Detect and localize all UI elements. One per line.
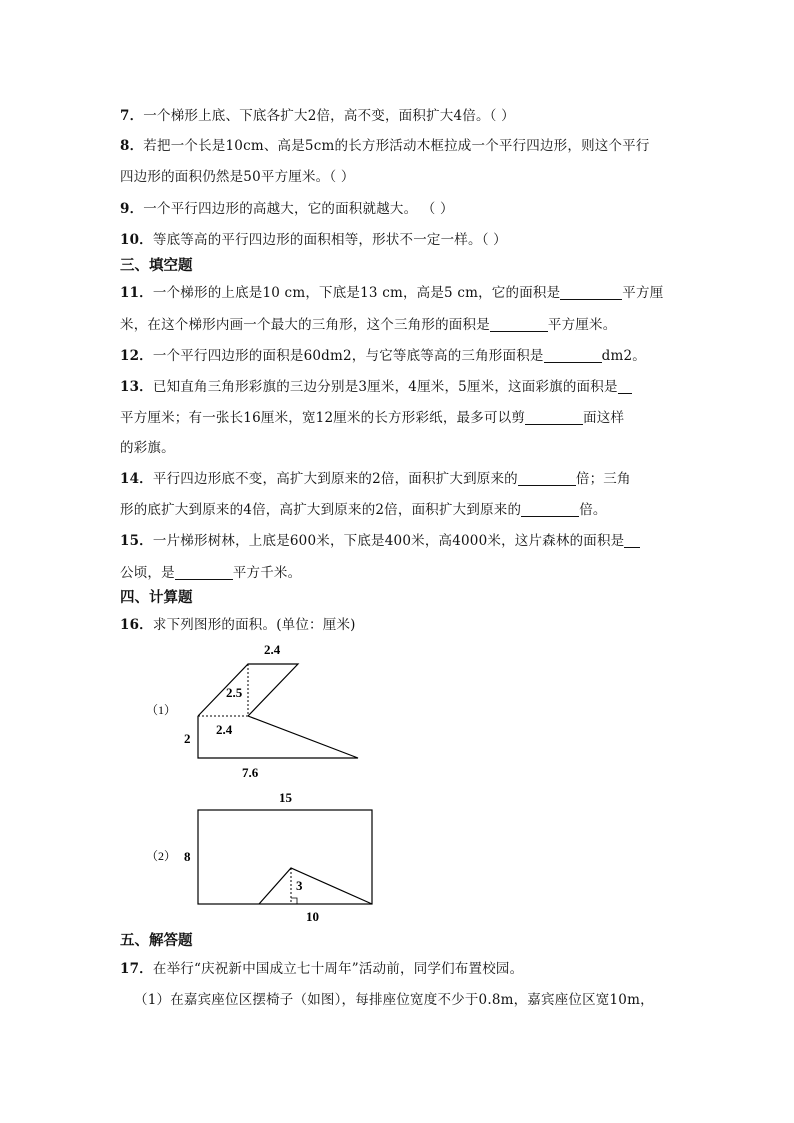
question-text: 平方千米。 (232, 565, 302, 581)
question-text: 若把一个长是10cm、高是5cm的长方形活动木框拉成一个平行四边形，则这个平行 (143, 138, 650, 154)
question-text: 四边形的面积仍然是50平方厘米。（ ） (120, 169, 355, 185)
question-text: 已知直角三角形彩旗的三边分别是3厘米，4厘米，5厘米，这面彩旗的面积是 (152, 379, 618, 395)
question-17 (120, 957, 523, 977)
question-number: 14． (120, 471, 153, 487)
question-number: 17． (120, 961, 153, 977)
question-text: （1）在嘉宾座位区摆椅子（如图），每排座位宽度不少于0.8m，嘉宾座位区宽10m， (134, 992, 654, 1008)
question-number: 7． (120, 108, 144, 124)
label-side: 8 (184, 849, 191, 864)
question-text: 公顷，是 (120, 565, 175, 581)
question-text: 倍。 (579, 502, 607, 518)
question-text: 平方厘米；有一张长16厘米，宽12厘米的长方形彩纸，最多可以剪 (120, 410, 526, 426)
question-number: 13． (120, 379, 153, 395)
question-text: 一个梯形上底、下底各扩大2倍，高不变，面积扩大4倍。（ ） (143, 108, 515, 124)
section-heading-fill: 三、填空题 (120, 257, 193, 274)
question-text: 求下列图形的面积。(单位：厘米) (152, 617, 356, 633)
label-side: 2 (184, 731, 191, 746)
figure-1 (146, 642, 358, 780)
figure-2 (146, 790, 372, 924)
question-number: 10． (120, 232, 153, 248)
label-top: 15 (279, 790, 292, 805)
question-text: 平方厘 (622, 285, 664, 301)
rectangle-outline (198, 810, 372, 904)
question-text: 平行四边形底不变，高扩大到原来的2倍，面积扩大到原来的 (152, 471, 518, 487)
question-number: 15． (120, 533, 153, 549)
figure-label: （2） (146, 849, 177, 863)
question-text: 平方厘米。 (547, 317, 617, 333)
question-text: 等底等高的平行四边形的面积相等，形状不一定一样。（ ） (152, 232, 507, 248)
question-number: 16． (120, 617, 153, 633)
question-text: 一个平行四边形的高越大，它的面积就越大。 （ ） (143, 201, 454, 217)
label-bottom: 7.6 (242, 765, 259, 780)
label-triangle-height: 3 (296, 878, 303, 893)
section-heading-answer: 五、解答题 (120, 932, 193, 949)
question-text: 一个梯形的上底是10 cm，下底是13 cm，高是5 cm，它的面积是 (152, 285, 561, 301)
label-mid: 2.4 (216, 722, 233, 737)
question-number: 9． (120, 201, 144, 217)
question-text: 倍；三角 (575, 471, 631, 487)
question-text: 的彩旗。 (120, 440, 175, 456)
question-text: dm2。 (601, 348, 646, 364)
label-top: 2.4 (264, 642, 281, 657)
question-number: 8． (120, 138, 144, 154)
question-text: 面这样 (583, 410, 625, 426)
right-angle-mark (291, 898, 297, 904)
question-text: 一个平行四边形的面积是60dm2，与它等底等高的三角形面积是 (152, 348, 544, 364)
question-number: 12． (120, 348, 153, 364)
section-heading-calc: 四、计算题 (120, 589, 193, 606)
question-text: 在举行“庆祝新中国成立七十周年”活动前，同学们布置校园。 (152, 961, 524, 977)
question-17-sub1 (134, 988, 654, 1008)
figure-label: （1） (146, 703, 177, 717)
question-text: 一片梯形树林，上底是600米，下底是400米，高4000米，这片森林的面积是 (152, 533, 625, 549)
question-number: 11． (120, 285, 153, 301)
label-triangle-base: 10 (306, 909, 319, 924)
question-text: 米，在这个梯形内画一个最大的三角形，这个三角形的面积是 (120, 317, 490, 333)
question-text: 形的底扩大到原来的4倍，高扩大到原来的2倍，面积扩大到原来的 (120, 502, 522, 518)
triangle-outline (259, 868, 372, 904)
label-height: 2.5 (226, 685, 243, 700)
